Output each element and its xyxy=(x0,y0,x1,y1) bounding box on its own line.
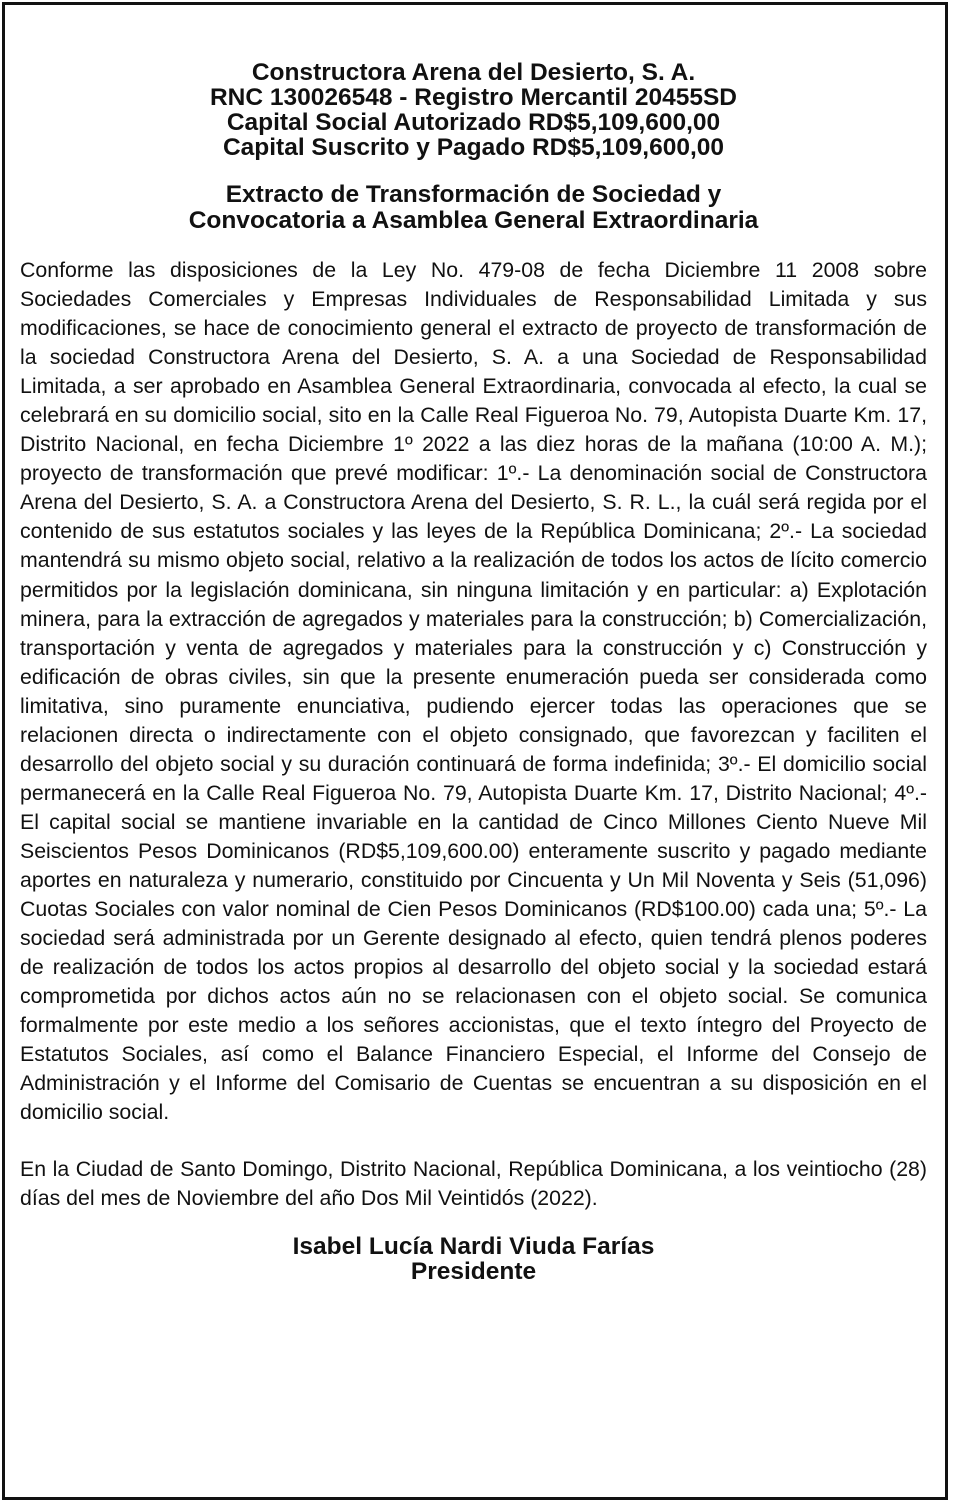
notice-body-paragraph: Conforme las disposiciones de la Ley No. 479-08 de fecha Diciembre 11 2008 sobre Sociedades Comerciales y Empresas Individuales de Responsabilidad Limitada y sus modificaciones, se hace de conocimiento general el extracto de proyecto de transformación de la sociedad Constructora Arena del Desierto, S. A. a una Sociedad de Responsabilidad Limitada, a ser aprobado en Asamblea General Extraordinaria, convocada al efecto, la cual se celebrará en su domicilio social, sito en la Calle Real Figueroa No. 79, Autopista Duarte Km. 17, Distrito Nacional, en fecha Diciembre 1º 2022 a las diez horas de la mañana (10:00 A. M.); proyecto de transformación que prevé modificar: 1º.- La denominación social de Constructora Arena del Desierto, S. A. a Constructora Arena del Desierto, S. R. L., la cuál será regida por el contenido de sus estatutos sociales y las leyes de la República Dominicana; 2º.- La sociedad mantendrá su mismo objeto social, relativo a la realización de todos los actos de lícito comercio permitidos por la legislación dominicana, sin ninguna limitación y en particular: a) Explotación minera, para la extracción de agregados y materiales para la construcción; b) Comercialización, transportación y venta de agregados y materiales para la construcción y c) Construcción y edificación de obras civiles, sin que la presente enumeración pueda ser considerada como limitativa, sino puramente enunciativa, pudiendo ejercer todas las operaciones que se relacionen directa o indirectamente con el objeto consignado, que favorezcan y faciliten el desarrollo del objeto social y su duración continuará de forma indefinida; 3º.- El domicilio social permanecerá en la Calle Real Figueroa No. 79, Autopista Duarte Km. 17, Distrito Nacional; 4º.- El capital social se mantiene invariable en la cantidad de Cinco Millones Ciento Nueve Mil Seiscientos Pesos Dominicanos (RD$5,109,600.00) enteramente suscrito y pagado mediante aportes en naturaleza y numerario, constituido por Cincuenta y Un Mil Noventa y Seis (51,096) Cuotas Sociales con valor nominal de Cien Pesos Dominicanos (RD$100.00) cada una; 5º.- La sociedad será administrada por un Gerente designado al efecto, quien tendrá plenos poderes de realización de todos los actos propios al desarrollo del objeto social y la sociedad estará comprometida por dichos actos aún no se relacionasen con el objeto social. Se comunica formalmente por este medio a los señores accionistas, que el texto íntegro del Proyecto de Estatutos Sociales, así como el Balance Financiero Especial, el Informe del Consejo de Administración y el Informe del Comisario de Cuentas se encuentran a su disposición en el domicilio social. xyxy=(20,258,927,1125)
signature-block xyxy=(20,1234,927,1284)
notice-title-line2: Convocatoria a Asamblea General Extraordinaria xyxy=(188,207,759,234)
notice-title-line1: Extracto de Transformación de Sociedad y xyxy=(225,181,722,208)
legal-notice xyxy=(20,60,927,1284)
closing-paragraph: En la Ciudad de Santo Domingo, Distrito Nacional, República Dominicana, a los veintiocho (28) días del mes de Noviembre del año Dos Mil Veintidós (2022). xyxy=(20,1157,927,1211)
signatory-title: Presidente xyxy=(410,1257,537,1285)
capital-autorizado: Capital Social Autorizado RD$5,109,600,00 xyxy=(226,109,721,136)
signatory-name: Isabel Lucía Nardi Viuda Farías xyxy=(292,1232,655,1260)
company-header xyxy=(20,60,927,160)
company-rnc: RNC 130026548 - Registro Mercantil 20455SD xyxy=(209,84,737,111)
capital-suscrito: Capital Suscrito y Pagado RD$5,109,600,00 xyxy=(222,134,725,161)
company-name: Constructora Arena del Desierto, S. A. xyxy=(251,59,696,86)
notice-title xyxy=(20,182,927,234)
